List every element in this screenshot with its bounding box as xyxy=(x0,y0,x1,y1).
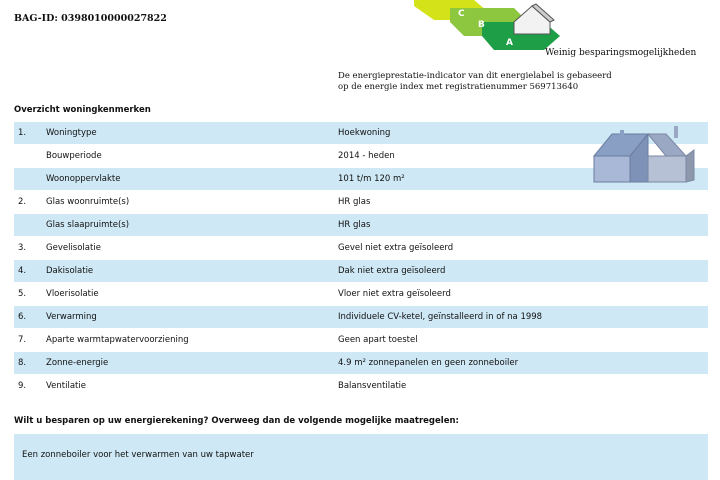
row-number: 2. xyxy=(18,197,27,207)
label-letter-a: A xyxy=(506,38,513,48)
row-value: 101 t/m 120 m² xyxy=(338,174,405,184)
row-value: Individuele CV-ketel, geïnstalleerd in of na 1998 xyxy=(338,312,543,322)
row-label: Woonoppervlakte xyxy=(46,174,121,184)
row-label: Dakisolatie xyxy=(46,266,94,276)
row-value: Balansventilatie xyxy=(338,381,407,391)
bag-id: BAG-ID: 0398010000027822 xyxy=(14,13,167,24)
row-value: Dak niet extra geïsoleerd xyxy=(338,266,446,276)
savings-text: Weinig besparingsmogelijkheden xyxy=(545,48,697,58)
row-value: 4.9 m² zonnepanelen en geen zonneboiler xyxy=(338,358,519,368)
measure-item: Een zonneboiler voor het verwarmen van uw tapwater xyxy=(14,434,708,480)
row-label: Aparte warmtapwatervoorziening xyxy=(46,335,189,345)
row-number: 1. xyxy=(18,128,27,138)
corner-house-icon xyxy=(590,122,700,188)
advice-question: Wilt u besparen op uw energierekening? Overweeg dan de volgende mogelijke maatregelen: xyxy=(14,416,459,426)
table-row xyxy=(14,283,708,305)
row-value: Vloer niet extra geïsoleerd xyxy=(338,289,451,299)
row-value: Hoekwoning xyxy=(338,128,391,138)
row-value: Geen apart toestel xyxy=(338,335,418,345)
label-letter-c: C xyxy=(458,9,465,19)
row-number: 8. xyxy=(18,358,27,368)
table-row xyxy=(14,214,708,236)
section-title: Overzicht woningkenmerken xyxy=(14,105,151,115)
row-number: 4. xyxy=(18,266,27,276)
energy-label-graphic xyxy=(414,0,564,50)
row-label: Gevelisolatie xyxy=(46,243,101,253)
table-row xyxy=(14,375,708,397)
table-row xyxy=(14,329,708,351)
indicator-line-1: De energieprestatie-indicator van dit energielabel is gebaseerd xyxy=(338,71,612,81)
row-number: 7. xyxy=(18,335,27,345)
table-row xyxy=(14,352,708,374)
table-row xyxy=(14,191,708,213)
row-label: Ventilatie xyxy=(46,381,86,391)
indicator-line-2: op de energie index met registratienummer 569713640 xyxy=(338,82,579,92)
row-label: Glas woonruimte(s) xyxy=(46,197,130,207)
row-value: 2014 - heden xyxy=(338,151,395,161)
row-value: HR glas xyxy=(338,197,371,207)
row-label: Zonne-energie xyxy=(46,358,109,368)
row-label: Woningtype xyxy=(46,128,97,138)
row-number: 3. xyxy=(18,243,27,253)
indicator-text xyxy=(338,71,612,93)
row-value: HR glas xyxy=(338,220,371,230)
table-row xyxy=(14,237,708,259)
row-label: Vloerisolatie xyxy=(46,289,99,299)
label-letter-b: B xyxy=(478,20,485,30)
row-label: Glas slaapruimte(s) xyxy=(46,220,130,230)
row-number: 6. xyxy=(18,312,27,322)
row-number: 9. xyxy=(18,381,27,391)
row-number: 5. xyxy=(18,289,27,299)
table-row xyxy=(14,306,708,328)
row-label: Bouwperiode xyxy=(46,151,102,161)
label-house-icon xyxy=(514,4,554,34)
row-value: Gevel niet extra geïsoleerd xyxy=(338,243,454,253)
row-label: Verwarming xyxy=(46,312,97,322)
table-row xyxy=(14,260,708,282)
